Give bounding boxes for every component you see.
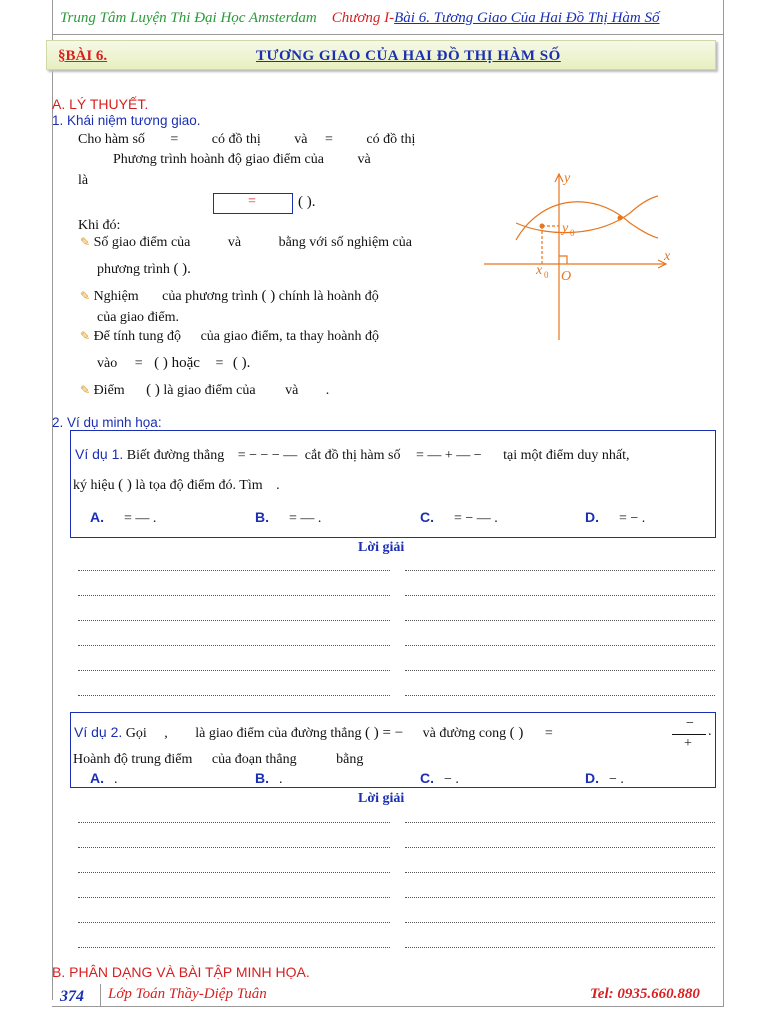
equation-label: ( ). <box>298 194 316 210</box>
text: có đồ thị <box>366 132 416 147</box>
text: vào <box>97 356 118 371</box>
text: ( ). <box>232 355 251 371</box>
text: của giao điểm, ta thay hoành độ <box>200 329 380 344</box>
text: ( ). <box>173 261 191 277</box>
option-value: = − — . <box>454 511 498 526</box>
page-frame-right <box>723 0 724 1000</box>
text: và <box>285 383 299 398</box>
answer-line <box>78 620 390 621</box>
text: . <box>276 478 280 493</box>
section-a-heading: A. LÝ THUYẾT. <box>52 96 149 112</box>
footer-rule <box>52 1006 724 1007</box>
example-1-option-a[interactable] <box>90 509 156 527</box>
option-letter: D. <box>585 509 599 525</box>
option-letter: B. <box>255 770 269 786</box>
text: cắt đồ thị hàm số <box>304 448 401 463</box>
answer-line <box>405 872 715 873</box>
example-2-option-b[interactable] <box>255 770 283 788</box>
example-2-end: . <box>708 724 712 739</box>
text: và <box>294 132 308 147</box>
example-2-option-c[interactable] <box>420 770 459 788</box>
example-1-option-d[interactable] <box>585 509 645 527</box>
answer-line <box>405 570 715 571</box>
lesson-number: §BÀI 6. <box>58 48 108 64</box>
text: Số giao điểm của <box>93 235 191 250</box>
answer-line <box>78 872 390 873</box>
option-value: = − . <box>619 511 646 526</box>
origin-label: O <box>561 269 572 284</box>
y-axis-label: y <box>564 171 571 186</box>
fraction-bar <box>672 734 706 735</box>
answer-line <box>78 822 390 823</box>
text: và <box>227 235 242 250</box>
answer-line <box>405 847 715 848</box>
page-header <box>60 10 660 27</box>
right-angle-mark <box>559 256 567 264</box>
eq-sign: = <box>134 356 143 371</box>
option-letter: A. <box>90 509 104 525</box>
header-chapter: Chương I- <box>331 10 395 26</box>
example-1-line-2 <box>73 477 280 494</box>
intersection-point-2 <box>618 216 623 221</box>
eq-sign: = <box>215 356 224 371</box>
x-axis-label: x <box>664 249 671 264</box>
pencil-bullet-icon: ✎ <box>80 383 91 397</box>
solution-1-label: Lời giải <box>358 540 405 555</box>
answer-line <box>405 670 715 671</box>
option-value: = — . <box>124 511 157 526</box>
text: phương trình <box>97 262 170 277</box>
fraction-numerator: − <box>686 716 694 731</box>
text: và <box>357 152 371 167</box>
footer-teacher: Lớp Toán Thầy-Diệp Tuân <box>108 986 267 1002</box>
answer-line <box>405 922 715 923</box>
pencil-bullet-icon: ✎ <box>80 329 91 343</box>
when-text: Khi đó: <box>78 218 121 233</box>
x0-subscript: 0 <box>544 270 549 280</box>
example-2-option-a[interactable] <box>90 770 118 788</box>
option-letter: B. <box>255 509 269 525</box>
answer-line <box>78 947 390 948</box>
subsection-1-heading: 1. Khái niệm tương giao. <box>52 113 201 128</box>
text: Phương trình hoành độ giao điểm của <box>113 152 324 167</box>
footer-phone: Tel: 0935.660.880 <box>590 986 700 1002</box>
text: Nghiệm <box>93 289 139 304</box>
example-1-label: Ví dụ 1. <box>75 446 124 462</box>
equation: = — + — − <box>415 448 482 463</box>
eq-sign: = <box>325 132 333 147</box>
header-center-name: Trung Tâm Luyện Thi Đại Học Amsterdam <box>60 10 317 26</box>
answer-line <box>78 595 390 596</box>
eq-sign: = <box>170 132 179 147</box>
text: bằng <box>336 752 364 767</box>
equation: ( ) = − <box>365 725 404 741</box>
example-2-line-2 <box>73 752 363 768</box>
text: là giao điểm của <box>163 383 256 398</box>
text: ( ) <box>118 477 132 493</box>
bullet-1 <box>80 235 412 251</box>
text: là tọa độ điểm đó. Tìm <box>135 478 263 493</box>
option-value: . <box>114 772 118 787</box>
text: Để tính tung độ <box>93 329 182 344</box>
equation-box-sign: = <box>248 194 256 209</box>
bullet-2 <box>80 288 379 305</box>
text: Điểm <box>93 383 125 398</box>
bullet-4 <box>80 382 329 399</box>
option-letter: D. <box>585 770 599 786</box>
text: Biết đường thẳng <box>126 448 225 463</box>
text: của phương trình <box>162 289 259 304</box>
text: và đường cong <box>422 726 507 741</box>
footer-divider <box>100 984 101 1006</box>
answer-line <box>405 620 715 621</box>
answer-line <box>78 645 390 646</box>
answer-line <box>78 847 390 848</box>
text: ký hiệu <box>73 478 115 493</box>
y0-subscript: 0 <box>570 228 575 238</box>
intersection-graph <box>480 168 680 348</box>
text: ( ) hoặc <box>154 355 200 371</box>
pencil-bullet-icon: ✎ <box>80 289 91 303</box>
page-number: 374 <box>60 988 84 1005</box>
intersection-point-1 <box>540 224 545 229</box>
text: chính là hoành độ <box>278 289 379 304</box>
option-value: . <box>279 772 283 787</box>
answer-line <box>405 695 715 696</box>
text: của đoạn thẳng <box>211 752 297 767</box>
footer-divider <box>723 984 724 1006</box>
pencil-bullet-icon: ✎ <box>80 235 91 249</box>
header-lesson: Bài 6. Tương Giao Của Hai Đồ Thị Hàm Số <box>394 10 660 26</box>
header-rule <box>52 34 724 35</box>
answer-line <box>78 570 390 571</box>
text: Gọi <box>125 726 147 741</box>
equation: = − − − — <box>237 448 298 463</box>
answer-line <box>78 897 390 898</box>
text: bằng với số nghiệm của <box>278 235 412 250</box>
option-value: − . <box>444 772 459 787</box>
bullet-3-cont <box>97 355 250 372</box>
solution-2-label: Lời giải <box>358 791 405 806</box>
eq-sign: = <box>544 726 553 741</box>
answer-line <box>405 897 715 898</box>
text: có đồ thị <box>211 132 261 147</box>
option-letter: A. <box>90 770 104 786</box>
example-1-line-1 <box>75 446 630 464</box>
y0-label: y <box>562 221 569 236</box>
section-b-heading: B. PHÂN DẠNG VÀ BÀI TẬP MINH HỌA. <box>52 964 310 980</box>
lesson-title: TƯƠNG GIAO CỦA HAI ĐỒ THỊ HÀM SỐ <box>256 48 561 64</box>
theory-line-3: là <box>78 173 89 188</box>
text: là giao điểm của đường thẳng <box>195 726 362 741</box>
text: ( ) <box>261 288 276 304</box>
subsection-2-heading: 2. Ví dụ minh họa: <box>52 415 162 430</box>
example-1-option-c[interactable] <box>420 509 498 527</box>
text: tại một điểm duy nhất, <box>503 448 630 463</box>
x0-label: x <box>536 263 543 278</box>
text: . <box>325 383 330 398</box>
option-value: − . <box>609 772 624 787</box>
option-letter: C. <box>420 509 434 525</box>
answer-line <box>405 645 715 646</box>
answer-line <box>78 695 390 696</box>
answer-line <box>405 822 715 823</box>
equation: ( ) <box>509 725 524 741</box>
option-letter: C. <box>420 770 434 786</box>
theory-line-1 <box>78 132 415 148</box>
answer-line <box>78 670 390 671</box>
answer-line <box>405 595 715 596</box>
theory-line-2 <box>113 152 371 168</box>
example-1-option-b[interactable] <box>255 509 321 527</box>
graph-lines <box>484 174 666 340</box>
example-2-label: Ví dụ 2. <box>74 724 123 740</box>
fraction-denominator: + <box>684 736 692 751</box>
text: , <box>164 726 168 741</box>
answer-line <box>78 922 390 923</box>
bullet-3 <box>80 329 379 345</box>
bullet-1-cont <box>97 261 191 278</box>
answer-line <box>405 947 715 948</box>
example-2-option-d[interactable] <box>585 770 624 788</box>
option-value: = — . <box>289 511 322 526</box>
text: Cho hàm số <box>78 132 145 147</box>
example-2-line-1 <box>74 724 553 742</box>
page-frame-left <box>52 0 53 1000</box>
bullet-2-cont: của giao điểm. <box>97 310 180 325</box>
text: Hoành độ trung điểm <box>73 752 193 767</box>
text: ( ) <box>146 382 160 398</box>
